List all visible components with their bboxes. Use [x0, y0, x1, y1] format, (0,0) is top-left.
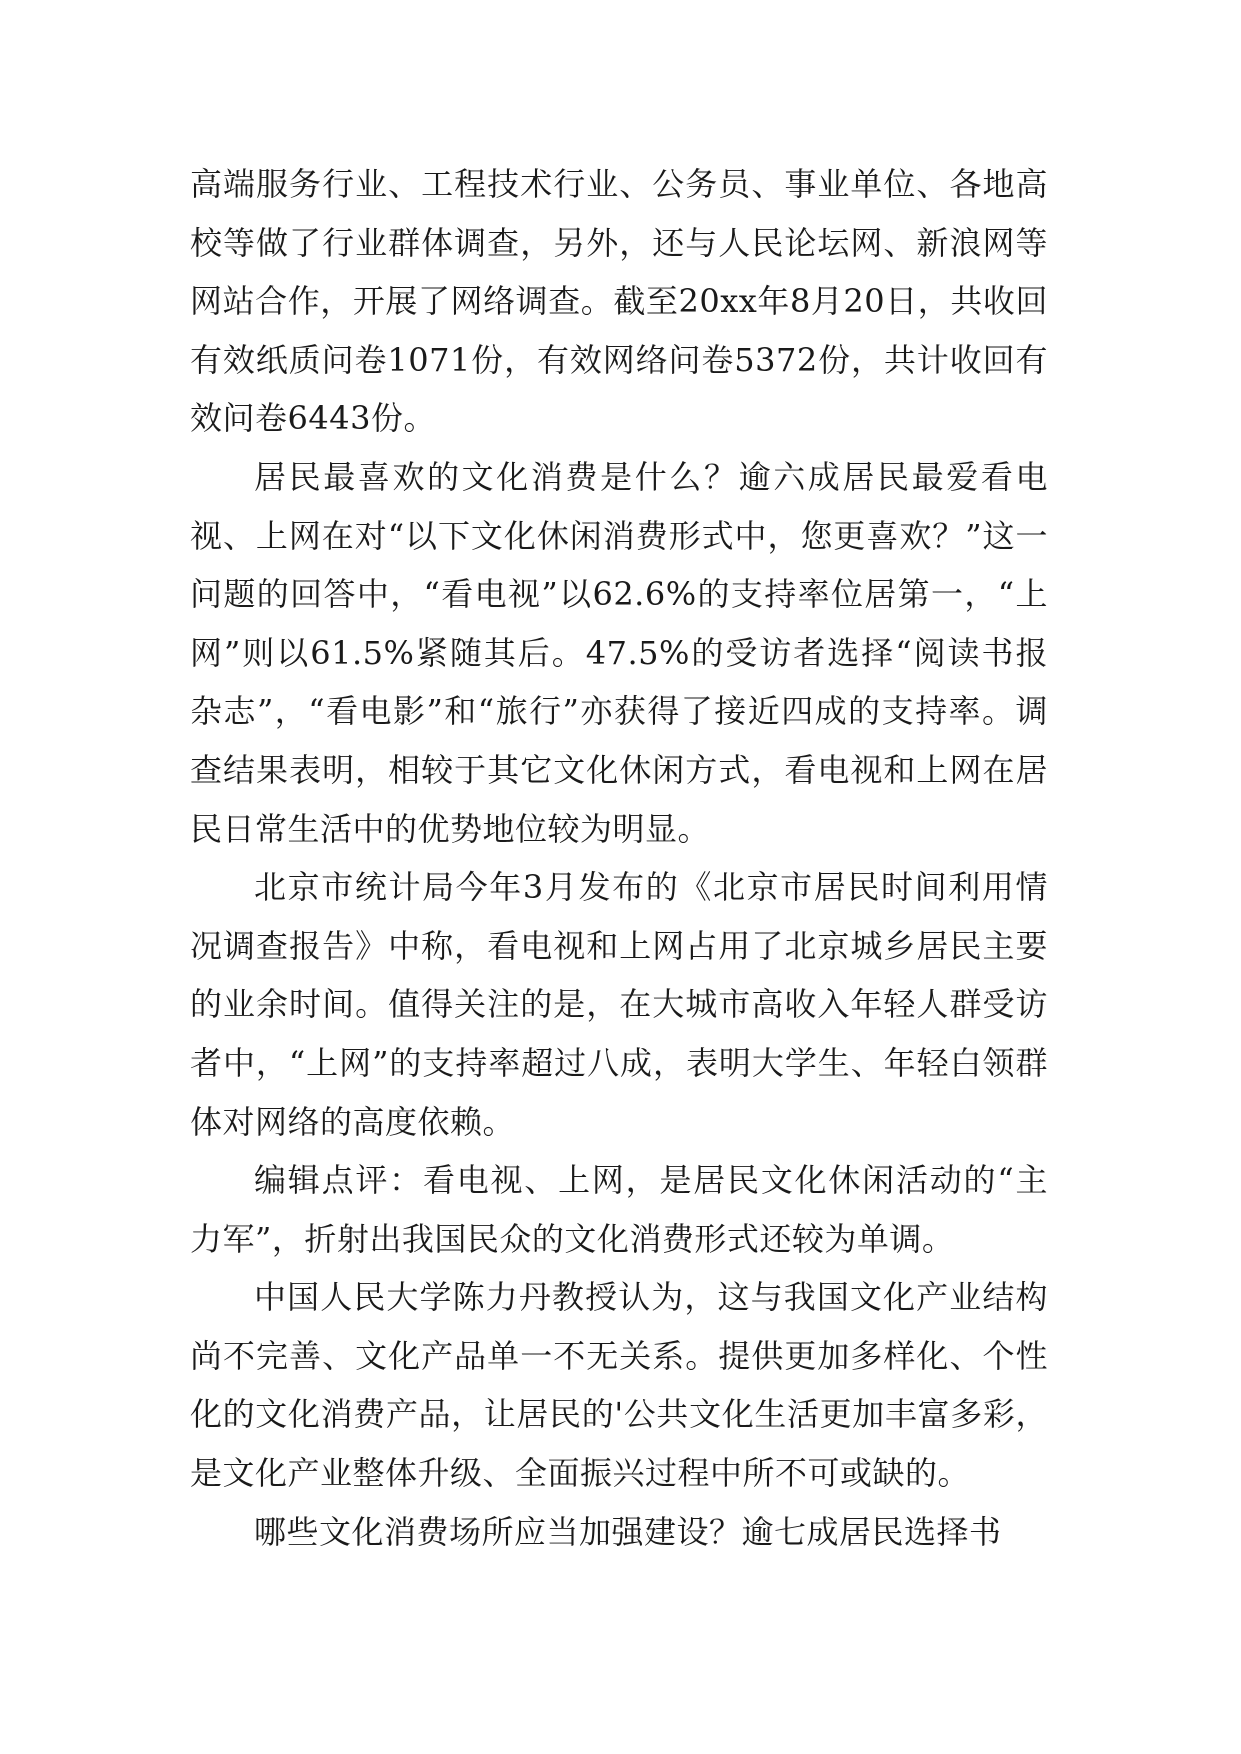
paragraph-beijing-statistics-report: 北京市统计局今年3月发布的《北京市居民时间利用情况调查报告》中称，看电视和上网占用了北京城乡居民主要的业余时间。值得关注的是，在大城市高收入年轻人群受访者中，“上网”的支持率超过八成，表明大学生、年轻白领群体对网络的高度依赖。: [190, 868, 1048, 1141]
document-body: [190, 155, 1048, 1561]
paragraph-venues-question: 哪些文化消费场所应当加强建设？逾七成居民选择书: [254, 1512, 1002, 1551]
paragraph-editor-comment: 编辑点评：看电视、上网，是居民文化休闲活动的“主力军”，折射出我国民众的文化消费形式还较为单调。: [190, 1161, 1048, 1258]
paragraph-continuation: 高端服务行业、工程技术行业、公务员、事业单位、各地高校等做了行业群体调查，另外，还与人民论坛网、新浪网等网站合作，开展了网络调查。截至20xx年8月20日，共收回有效纸质问卷1071份，有效网络问卷5372份，共计收回有效问卷6443份。: [190, 165, 1048, 438]
paragraph-favorite-culture-consumption: 居民最喜欢的文化消费是什么？逾六成居民最爱看电视、上网在对“以下文化休闲消费形式中，您更喜欢？”这一问题的回答中，“看电视”以62.6%的支持率位居第一，“上网”则以61.5%紧随其后。47.5%的受访者选择“阅读书报杂志”，“看电影”和“旅行”亦获得了接近四成的支持率。调查结果表明，相较于其它文化休闲方式，看电视和上网在居民日常生活中的优势地位较为明显。: [190, 457, 1048, 848]
paragraph-professor-opinion: 中国人民大学陈力丹教授认为，这与我国文化产业结构尚不完善、文化产品单一不无关系。提供更加多样化、个性化的文化消费产品，让居民的'公共文化生活更加丰富多彩，是文化产业整体升级、全面振兴过程中所不可或缺的。: [190, 1278, 1048, 1493]
